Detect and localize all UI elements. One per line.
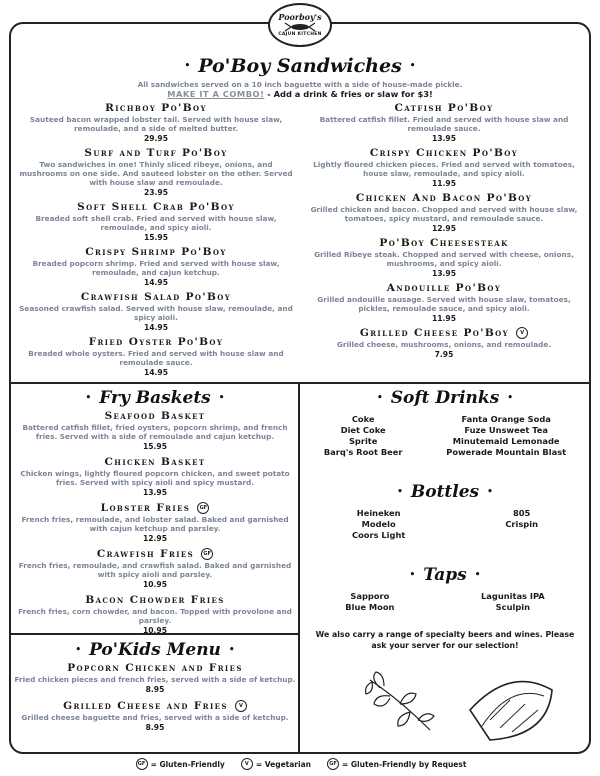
menu-item-popcorn-chicken: Popcorn Chicken and Fries Fried chicken pieces and french fries, served with a side of ketchup. 8.95 (14, 662, 296, 694)
gluten-friendly-by-request-icon: GF (327, 758, 339, 770)
drink-item: Powerade Mountain Blast (446, 447, 567, 457)
kids-menu-title: • Po'Kids Menu • (75, 640, 235, 660)
fry-baskets-section (14, 386, 296, 636)
logo-sub: CAJUN KITCHEN (278, 31, 322, 37)
soft-drinks-list (302, 414, 588, 458)
combo-line (18, 89, 582, 100)
soft-drinks-title: • Soft Drinks • (376, 388, 514, 408)
menu-item-crispy-shrimp: Crispy Shrimp Po'Boy Breaded popcorn shrimp. Fried and served with house slaw, remoulade, and cajun ketchup. 14.95 (32, 246, 280, 287)
gluten-friendly-icon: GF (197, 502, 209, 514)
taps-list (302, 591, 588, 613)
menu-item-crispy-chicken: Crispy Chicken Po'Boy Lightly floured chicken pieces. Fried and served with tomatoes, house slaw, remoulade, and spicy aioli. 11.95 (313, 147, 575, 188)
menu-item-richboy: Richboy Po'Boy Sauteed bacon wrapped lobster tail. Served with house slaw, remoulade, and a side of melted butter. 29.95 (29, 102, 283, 143)
menu-item-bacon-chowder-fries: Bacon Chowder Fries French fries, corn chowder, and bacon. Topped with provolone and parsley. 10.95 (18, 594, 292, 635)
sandwiches-title: • Po'Boy Sandwiches • (184, 55, 416, 77)
sandwiches-intro: All sandwiches served on a 10 inch baguette with a side of house-made pickle. (137, 80, 463, 89)
drink-item: Diet Coke (340, 425, 386, 435)
fry-baskets-title: • Fry Baskets • (85, 388, 225, 408)
sandwiches-section (18, 52, 582, 378)
combo-label: MAKE IT A COMBO! (167, 89, 265, 99)
parsley-lemon-illustration (360, 670, 560, 746)
menu-item-seafood-basket: Seafood Basket Battered catfish fillet, fried oysters, popcorn shrimp, and french fries. Served with a side of remoulade and cajun ketchup. 15.95 (22, 410, 288, 451)
menu-item-andouille: Andouille Po'Boy Grilled andouille sausage. Served with house slaw, tomatoes, pickles, remoulade sauce, and spicy aioli. 11.95 (317, 282, 571, 323)
kids-menu-section (14, 638, 296, 733)
drink-item: Barq's Root Beer (323, 447, 403, 457)
logo (268, 3, 332, 47)
lemon-wedge-icon (470, 682, 552, 740)
drink-item: Sapporo (350, 591, 390, 601)
menu-item-fried-oyster: Fried Oyster Po'Boy Breaded whole oysters. Fried and served with house slaw and remoulade sauce. 14.95 (28, 336, 284, 377)
drink-item: 805 (512, 508, 531, 518)
bottles-title: • Bottles • (397, 482, 493, 502)
specialty-note: We also carry a range of specialty beers and wines. Please ask your server for our selection! (315, 630, 575, 650)
sandwiches-right-column (306, 102, 582, 378)
divider-horizontal (11, 382, 589, 384)
drink-item: Modelo (361, 519, 396, 529)
drink-item: Coors Light (351, 530, 406, 540)
drinks-section (302, 386, 588, 651)
menu-item-chicken-and-bacon: Chicken And Bacon Po'Boy Grilled chicken and bacon. Chopped and served with house slaw, tomatoes, spicy mustard, and remoulade sauce. 12.95 (310, 192, 578, 233)
drink-item: Blue Moon (345, 602, 395, 612)
taps-title: • Taps • (409, 565, 481, 585)
gluten-friendly-icon: GF (136, 758, 148, 770)
dietary-legend: GF = Gluten-Friendly V = Vegetarian GF = Gluten-Friendly by Request (0, 758, 600, 770)
menu-item-crawfish-fries: Crawfish Fries GF French fries, remoulade, and crawfish salad. Baked and garnished with spicy aioli and parsley. 10.95 (18, 548, 292, 589)
drink-item: Minutemaid Lemonade (452, 436, 560, 446)
menu-item-soft-shell-crab: Soft Shell Crab Po'Boy Breaded soft shell crab. Fried and served with house slaw, remoulade, and spicy aioli. 15.95 (35, 201, 277, 242)
vegetarian-icon: V (516, 327, 528, 339)
crawfish-icon (283, 22, 317, 32)
drink-item: Fanta Orange Soda (461, 414, 551, 424)
menu-item-lobster-fries: Lobster Fries GF French fries, remoulade, and lobster salad. Baked and garnished with cajun ketchup and parsley. 12.95 (21, 502, 289, 543)
menu-item-cheesesteak: Po'Boy Cheesesteak Grilled Ribeye steak. Chopped and served with cheese, onions, mushrooms, and spicy aioli. 13.95 (314, 237, 574, 278)
logo-name: Poorboy's (278, 11, 322, 22)
drink-item: Heineken (356, 508, 401, 518)
menu-item-chicken-basket: Chicken Basket Chicken wings, lightly floured popcorn chicken, and sweet potato fries. Served with spicy aioli and spicy mustard. 13.95 (20, 456, 290, 497)
vegetarian-icon: V (241, 758, 253, 770)
drink-item: Sprite (348, 436, 378, 446)
menu-item-grilled-cheese: Grilled Cheese Po'Boy V Grilled cheese, mushrooms, onions, and remoulade. 7.95 (336, 327, 552, 359)
combo-text: - Add a drink & fries or slaw for $3! (264, 89, 433, 99)
gluten-friendly-icon: GF (201, 548, 213, 560)
drink-item: Lagunitas IPA (481, 591, 545, 601)
drink-item: Sculpin (495, 602, 531, 612)
drink-item: Fuze Unsweet Tea (464, 425, 548, 435)
menu-item-kids-grilled-cheese: Grilled Cheese and Fries V Grilled cheese baguette and fries, served with a side of ketchup. 8.95 (21, 700, 289, 732)
divider-vertical (298, 382, 300, 752)
drink-item: Crispin (505, 519, 538, 529)
menu-item-catfish: Catfish Po'Boy Battered catfish fillet. Fried and served with house slaw and remoulade sauce. 13.95 (319, 102, 569, 143)
sandwiches-left-column (18, 102, 294, 378)
menu-item-surf-and-turf: Surf and Turf Po'Boy Two sandwiches in one! Thinly sliced ribeye, onions, and mushrooms on one side. And sauteed lobster on the other. Served with house slaw and remoulade. 23.95 (19, 147, 293, 197)
bottles-list (302, 508, 588, 541)
drink-item: Coke (351, 414, 375, 424)
menu-item-crawfish-salad: Crawfish Salad Po'Boy Seasoned crawfish salad. Served with house slaw, remoulade, and spicy aioli. 14.95 (19, 291, 293, 332)
vegetarian-icon: V (235, 700, 247, 712)
